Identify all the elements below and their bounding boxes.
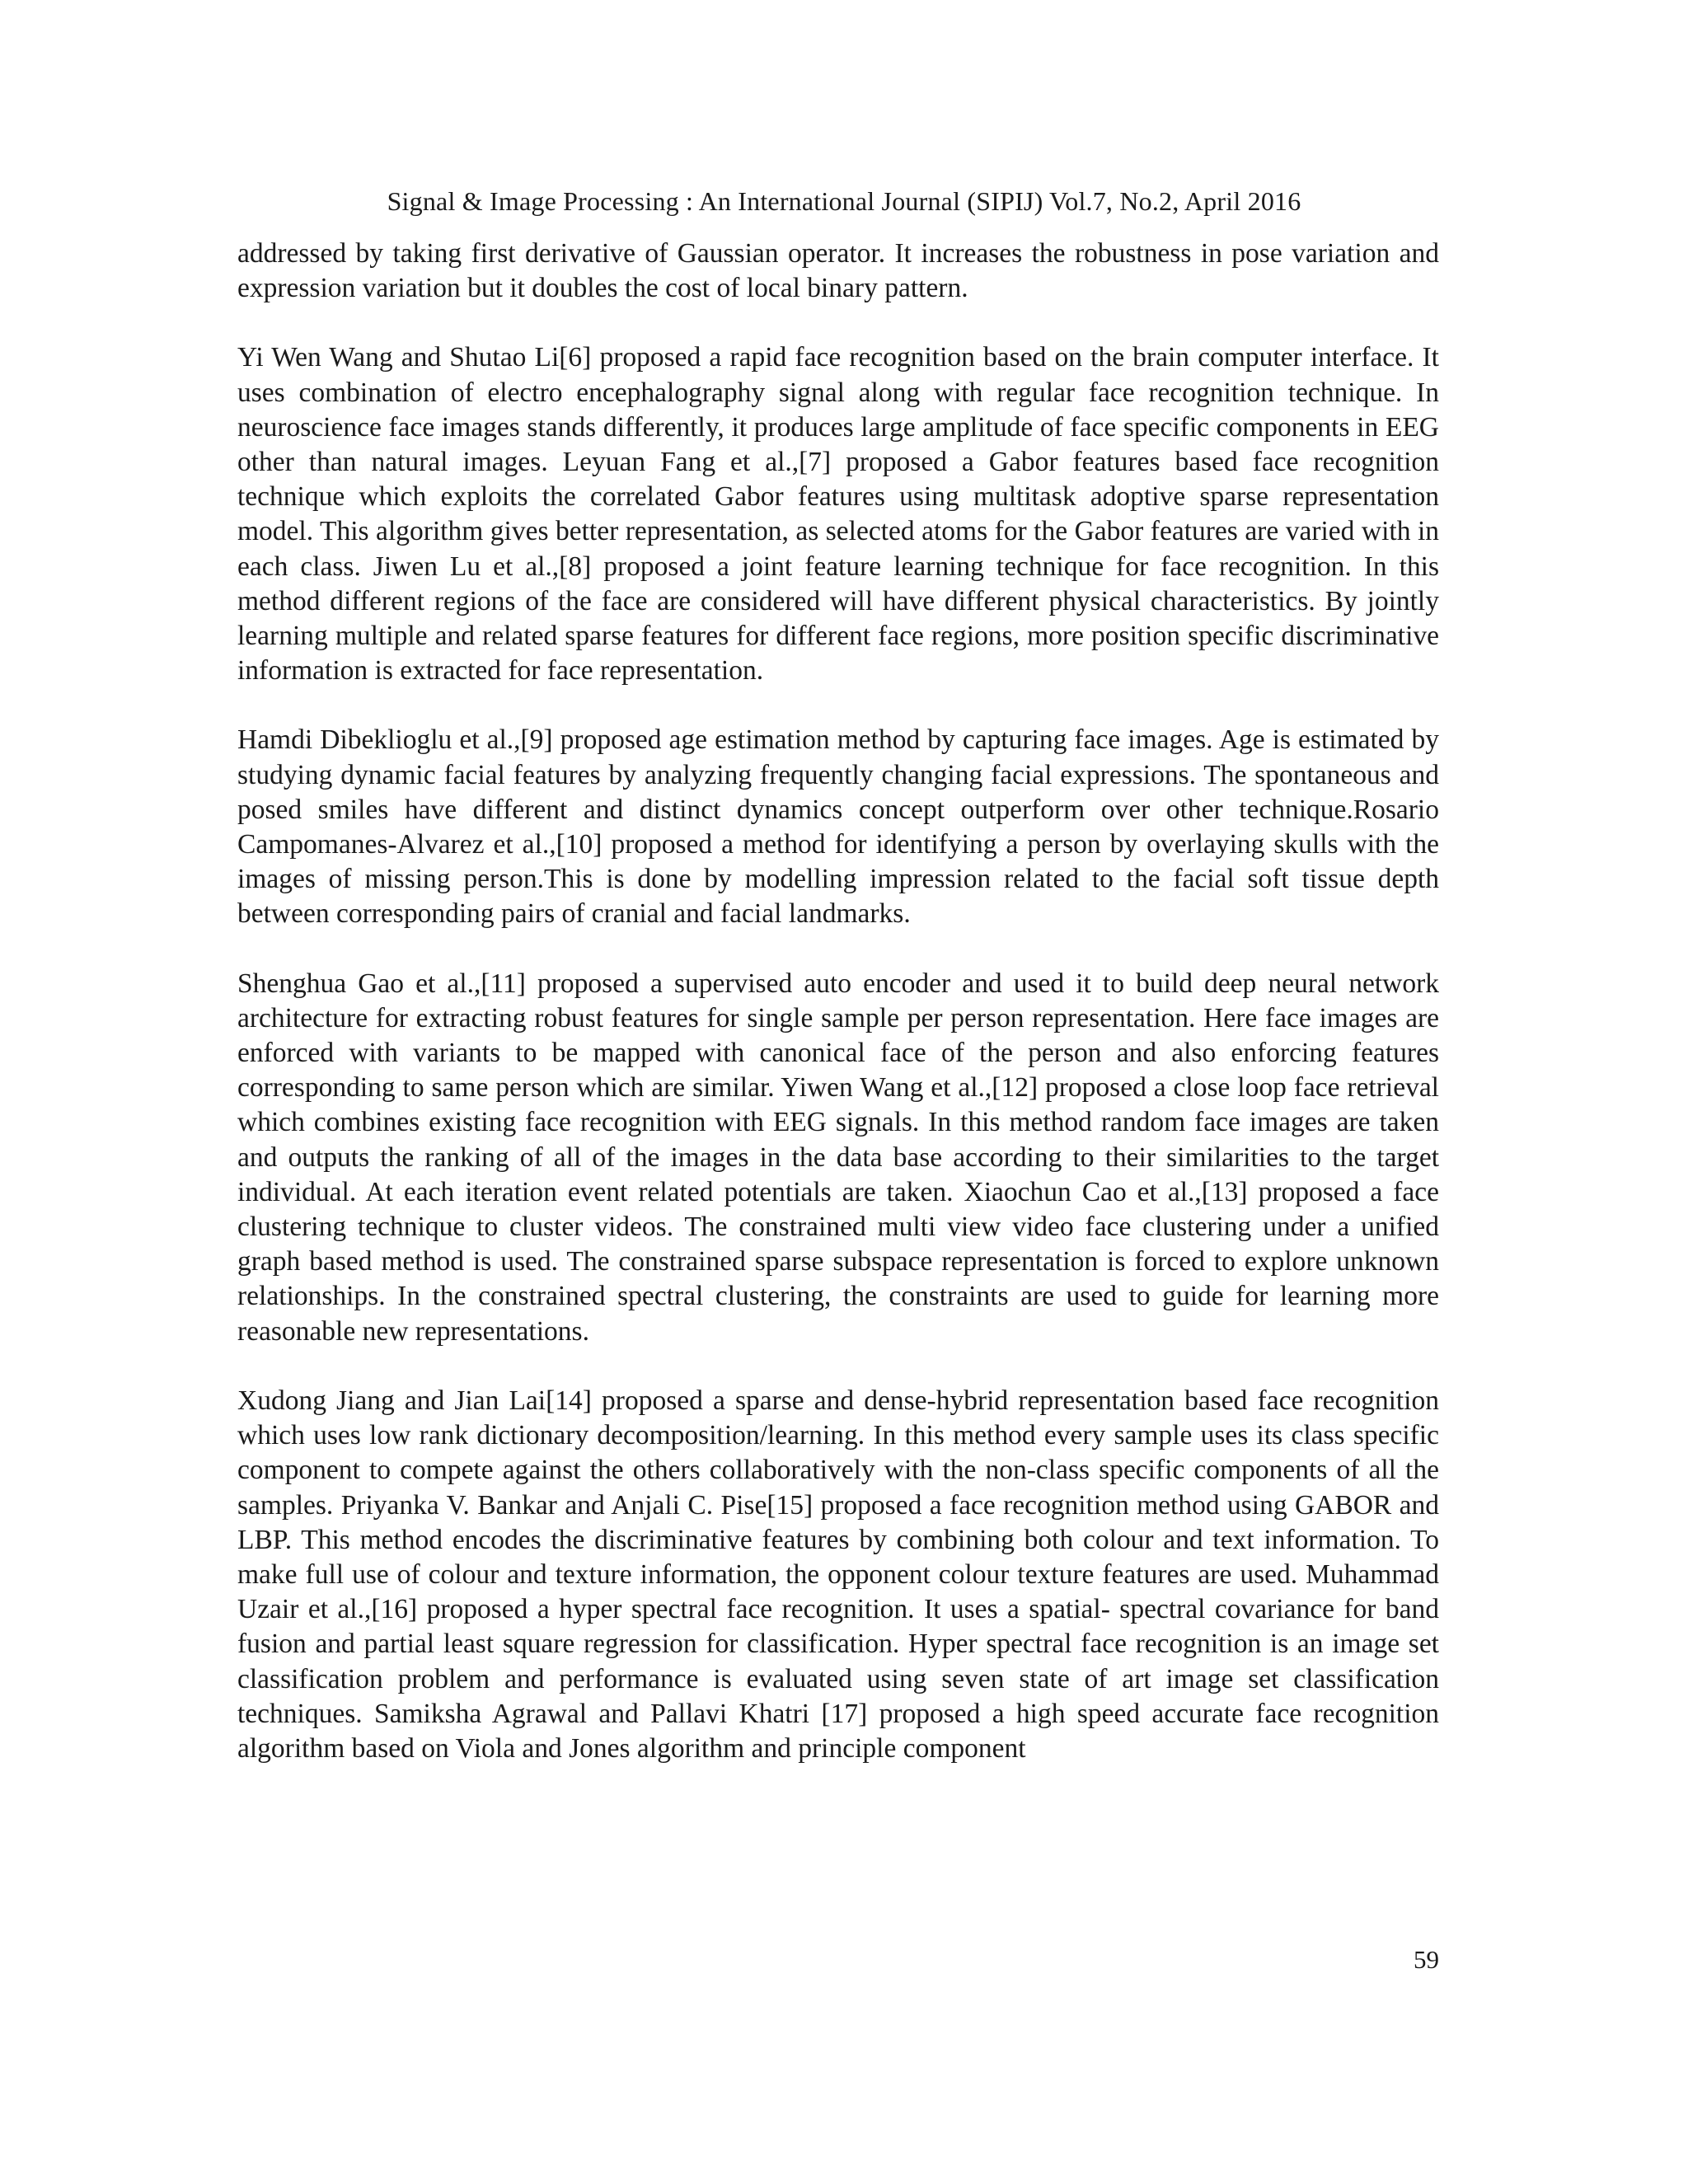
running-header: Signal & Image Processing : An International Journal (SIPIJ) Vol.7, No.2, April 2016 — [387, 186, 1301, 216]
paragraph-auto-encoder: Shenghua Gao et al.,[11] proposed a supervised auto encoder and used it to build deep neural network architecture for extracting robust features for single sample per person representation. Here face images are enforced with variants to be mapped with canonical face of the person and also enforcing features corresponding to same person which are similar. Yiwen Wang et al.,[12] proposed a close loop face retrieval which combines existing face recognition with EEG signals. In this method random face images are taken and outputs the ranking of all of the images in the data base according to their similarities to the target individual. At each iteration event related potentials are taken. Xiaochun Cao et al.,[13] proposed a face clustering technique to cluster videos. The constrained multi view video face clustering under a unified graph based method is used. The constrained sparse subspace representation is forced to explore unknown relationships. In the constrained spectral clustering, the constraints are used to guide for learning more reasonable new representations. — [237, 968, 1439, 1347]
paragraph-continuation: addressed by taking first derivative of Gaussian operator. It increases the robustness in pose variation and expression variation but it doubles the cost of local binary pattern. — [237, 238, 1439, 304]
paragraph-age-estimation: Hamdi Dibeklioglu et al.,[9] proposed age estimation method by capturing face images. Age is estimated by studying dynamic facial features by analyzing frequently changing facial expressions. The spontaneous and posed smiles have different and distinct dynamics concept outperform over other technique.Rosario Campomanes-Alvarez et al.,[10] proposed a method for identifying a person by overlaying skulls with the images of missing person.This is done by modelling impression related to the facial soft tissue depth between corresponding pairs of cranial and facial landmarks. — [237, 724, 1439, 930]
page-number: 59 — [1414, 1945, 1439, 1974]
body-text — [237, 237, 1439, 1801]
paragraph-brain-computer-interface: Yi Wen Wang and Shutao Li[6] proposed a rapid face recognition based on the brain computer interface. It uses combination of electro encephalography signal along with regular face recognition technique. In neuroscience face images stands differently, it produces large amplitude of face specific components in EEG other than natural images. Leyuan Fang et al.,[7] proposed a Gabor features based face recognition technique which exploits the correlated Gabor features using multitask adoptive sparse representation model. This algorithm gives better representation, as selected atoms for the Gabor features are varied with in each class. Jiwen Lu et al.,[8] proposed a joint feature learning technique for face recognition. In this method different regions of the face are considered will have different physical characteristics. By jointly learning multiple and related sparse features for different face regions, more position specific discriminative information is extracted for face representation. — [237, 342, 1439, 687]
paragraph-sparse-dense-hybrid: Xudong Jiang and Jian Lai[14] proposed a sparse and dense-hybrid representation based face recognition which uses low rank dictionary decomposition/learning. In this method every sample uses its class specific component to compete against the others collaboratively with the non-class specific components of all the samples. Priyanka V. Bankar and Anjali C. Pise[15] proposed a face recognition method using GABOR and LBP. This method encodes the discriminative features by combining both colour and text information. To make full use of colour and texture information, the opponent colour texture features are used. Muhammad Uzair et al.,[16] proposed a hyper spectral face recognition. It uses a spatial- spectral covariance for band fusion and partial least square regression for classification. Hyper spectral face recognition is an image set classification problem and performance is evaluated using seven state of art image set classification techniques. Samiksha Agrawal and Pallavi Khatri [17] proposed a high speed accurate face recognition algorithm based on Viola and Jones algorithm and principle component — [237, 1385, 1439, 1764]
